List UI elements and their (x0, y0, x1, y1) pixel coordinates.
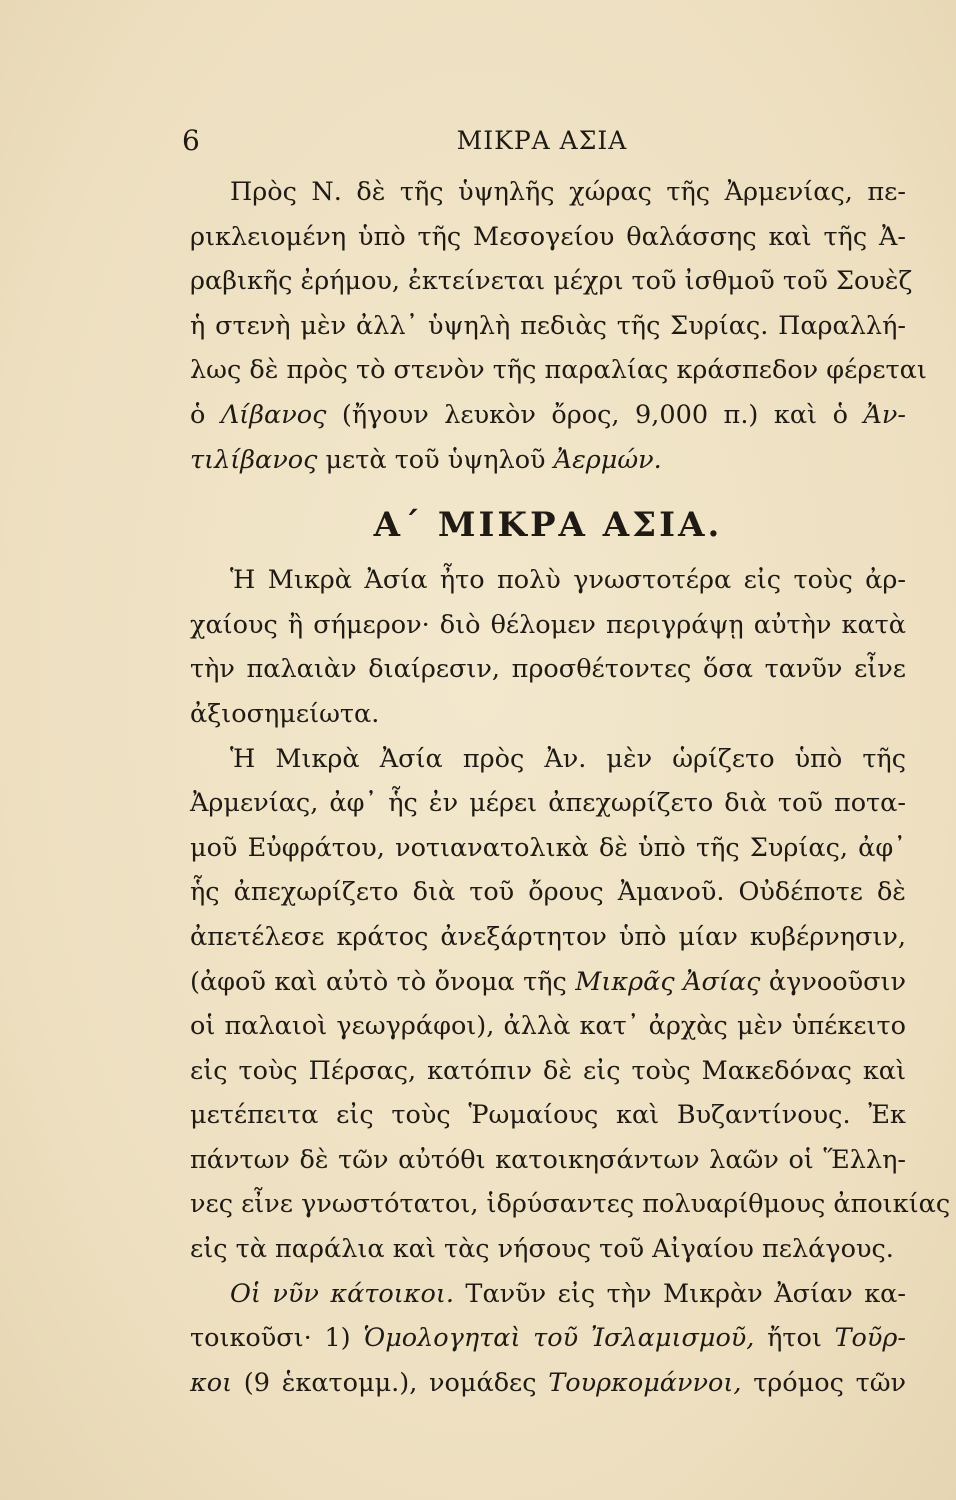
italic-term: κοι (190, 1367, 233, 1398)
text-line: ἀξιοσημείωτα. (190, 698, 380, 729)
place-name-hermon: Ἀερμών. (553, 444, 662, 475)
text-run: (ἀφοῦ καὶ αὐτὸ τὸ ὄνομα τῆς (190, 966, 576, 997)
text-line (190, 393, 906, 438)
text-run: (ἤγουν λευκὸν ὄρος, 9,000 π.) καὶ ὁ (326, 399, 864, 430)
text-line: πάντων δὲ τῶν αὐτόθι κατοικησάντων λαῶν οἱ Ἕλλη- (190, 1144, 906, 1175)
italic-heading: Οἱ νῦν κάτοικοι. (230, 1278, 454, 1309)
text-run: (9 ἑκατομμ.), νομάδες (232, 1367, 549, 1398)
paragraph-inhabitants (190, 1272, 906, 1406)
italic-term: Τουρκομάννοι, (548, 1367, 742, 1398)
text-line: λως δὲ πρὸς τὸ στενὸν τῆς παραλίας κράσπεδον φέρεται (190, 355, 927, 386)
paragraph-syria (190, 170, 927, 482)
text-run: ἀγνοοῦσιν (760, 966, 906, 997)
text-line: ραβικῆς ἐρήμου, ἐκτείνεται μέχρι τοῦ ἰσθμοῦ τοῦ Σουὲζ (190, 266, 913, 297)
text-line: Πρὸς Ν. δὲ τῆς ὑψηλῆς χώρας τῆς Ἀρμενίας, πε- (230, 177, 906, 207)
running-head: ΜΙΚΡΑ ΑΣΙΑ (456, 126, 628, 155)
italic-term: Μικρᾶς Ἀσίας (575, 966, 761, 997)
page-body (190, 170, 951, 1405)
text-line (190, 438, 906, 483)
text-line (190, 1361, 906, 1406)
text-run: τοικοῦσι· 1) (190, 1323, 364, 1354)
text-line: εἰς τὰ παράλια καὶ τὰς νήσους τοῦ Αἰγαίου πελάγους. (190, 1234, 894, 1265)
text-run: τρόμος τῶν (741, 1367, 906, 1398)
text-run: ὁ (190, 399, 221, 430)
place-name-lebanon: Λίβανος (220, 399, 327, 430)
text-run: ἤτοι (754, 1323, 835, 1354)
text-line: τὴν παλαιὰν διαίρεσιν, προσθέτοντες ὅσα τανῦν εἶνε (190, 654, 906, 685)
text-line: μετέπειτα εἰς τοὺς Ῥωμαίους καὶ Βυζαντίνους. Ἐκ (190, 1100, 906, 1131)
text-line: Ἀρμενίας, ἀφ᾽ ἧς ἐν μέρει ἀπεχωρίζετο διὰ τοῦ ποτα- (190, 788, 906, 819)
section-heading: Α΄ ΜΙΚΡΑ ΑΣΙΑ. (373, 505, 723, 546)
text-line: οἱ παλαιοὶ γεωγράφοι), ἀλλὰ κατ᾽ ἀρχὰς μὲν ὑπέκειτο (190, 1011, 906, 1042)
text-line: μοῦ Εὐφράτου, νοτιανατολικὰ δὲ ὑπὸ τῆς Συρίας, ἀφ᾽ (190, 832, 906, 863)
text-line (190, 1272, 906, 1317)
text-line: ἧς ἀπεχωρίζετο διὰ τοῦ ὄρους Ἀμανοῦ. Οὐδέποτε δὲ (190, 877, 906, 908)
text-line: εἰς τοὺς Πέρσας, κατόπιν δὲ εἰς τοὺς Μακεδόνας καὶ (190, 1055, 906, 1086)
text-line (190, 1316, 906, 1361)
text-run: Τανῦν εἰς τὴν Μικρὰν Ἀσίαν κα- (453, 1278, 906, 1309)
text-line: Ἡ Μικρὰ Ἀσία ἦτο πολὺ γνωστοτέρα εἰς τοὺς ἀρ- (230, 565, 906, 596)
text-line: ἀπετέλεσε κράτος ἀνεξάρτητον ὑπὸ μίαν κυβέρνησιν, (190, 921, 906, 952)
place-name-antilebanon-cont: τιλίβανος (190, 444, 318, 475)
paragraph-borders (190, 737, 951, 1272)
text-line: χαίους ἢ σήμερον· διὸ θέλομεν περιγράψῃ αὐτὴν κατὰ (190, 609, 906, 640)
text-line: ἡ στενὴ μὲν ἀλλ᾽ ὑψηλὴ πεδιὰς τῆς Συρίας. Παραλλή- (190, 310, 906, 341)
text-line (190, 960, 906, 1005)
place-name-antilebanon: Ἀν- (863, 399, 906, 430)
page-number: 6 (182, 124, 200, 157)
paragraph-intro (190, 558, 906, 736)
italic-term: Τοῦρ- (834, 1323, 906, 1354)
text-run: μετὰ τοῦ ὑψηλοῦ (317, 444, 554, 475)
page-header (182, 124, 902, 164)
italic-term: Ὁμολογηταὶ τοῦ Ἰσλαμισμοῦ, (363, 1323, 755, 1354)
text-line: Ἡ Μικρὰ Ἀσία πρὸς Ἀν. μὲν ὡρίζετο ὑπὸ τῆς (230, 743, 906, 774)
text-line: νες εἶνε γνωστότατοι, ἱδρύσαντες πολυαρίθμους ἀποικίας (190, 1189, 951, 1220)
text-line: ρικλειομένη ὑπὸ τῆς Μεσογείου θαλάσσης καὶ τῆς Ἀ- (190, 221, 906, 252)
